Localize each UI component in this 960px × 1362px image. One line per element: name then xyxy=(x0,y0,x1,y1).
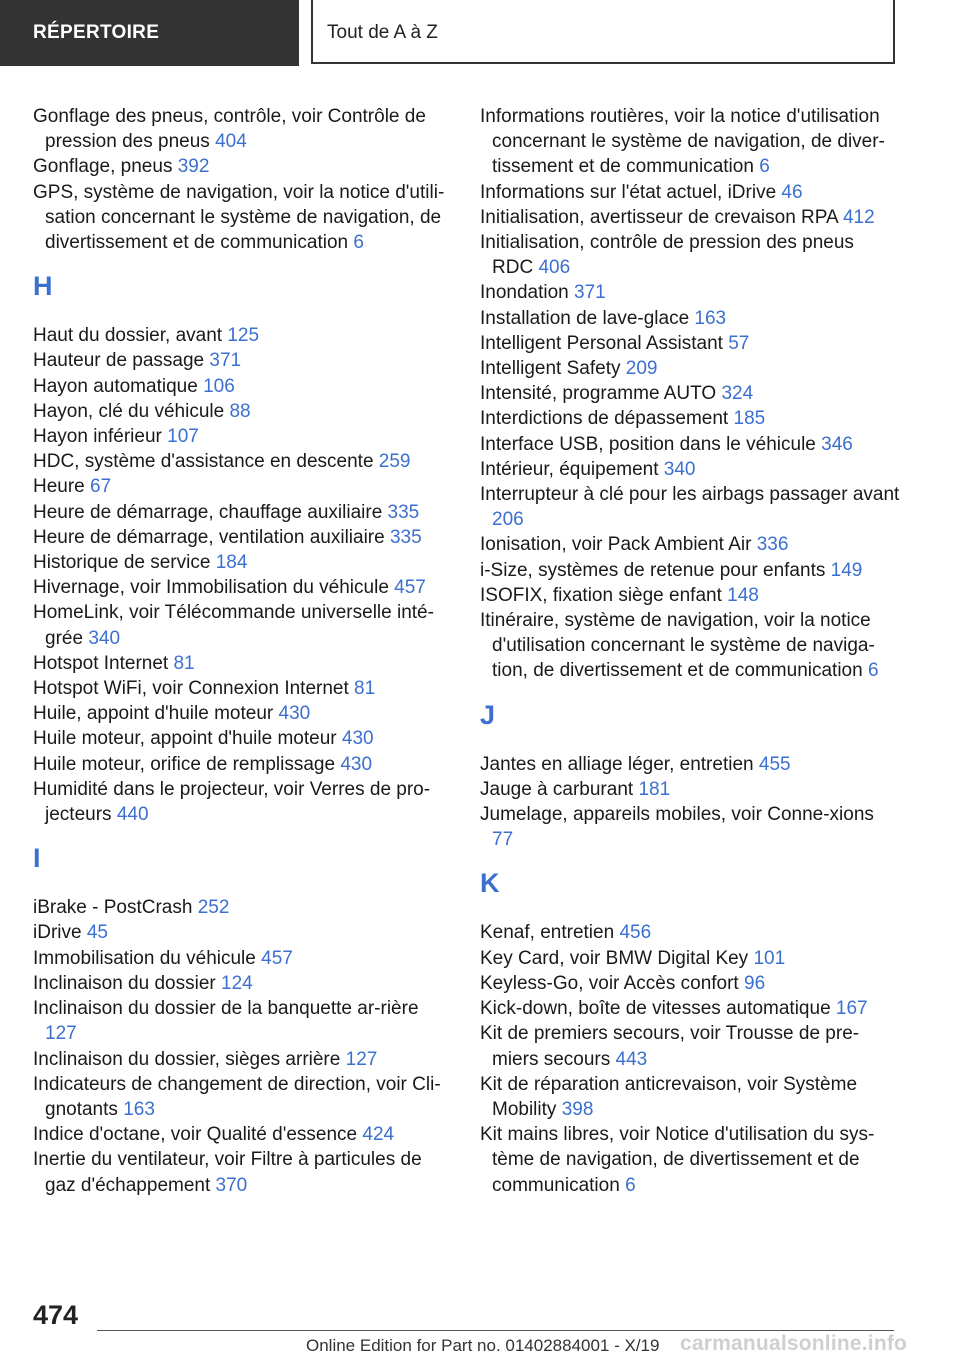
index-entry xyxy=(33,895,453,920)
index-entry xyxy=(33,424,453,449)
index-entry xyxy=(480,1072,900,1122)
index-entry xyxy=(480,558,900,583)
index-entry xyxy=(480,356,900,381)
entry-text: GPS, système de navigation, voir la notice d'utili‐sation concernant le système de navigation, de divertissement et de communication xyxy=(33,181,445,254)
page-reference-link[interactable]: 209 xyxy=(625,358,658,380)
entry-text: i-Size, systèmes de retenue pour enfants xyxy=(480,559,826,581)
entry-text: Indicateurs de changement de direction, voir Cli‐gnotants xyxy=(33,1073,441,1120)
index-entry xyxy=(480,920,900,945)
index-entry xyxy=(480,205,900,230)
page-reference-link[interactable]: 107 xyxy=(167,426,199,448)
index-entry xyxy=(480,532,900,557)
page-reference-link[interactable]: 127 xyxy=(45,1023,77,1045)
index-entry xyxy=(33,726,453,751)
entry-text: Jantes en alliage léger, entretien xyxy=(480,753,754,775)
entry-text: Intelligent Safety xyxy=(480,358,621,380)
entry-text: iBrake - PostCrash xyxy=(33,897,193,919)
page-reference-link[interactable]: 340 xyxy=(88,627,121,649)
page-reference-link[interactable]: 81 xyxy=(173,652,195,674)
page-reference-link[interactable]: 185 xyxy=(733,408,766,430)
index-entry xyxy=(33,946,453,971)
page-reference-link[interactable]: 371 xyxy=(574,282,606,304)
entry-text: Hayon, clé du véhicule xyxy=(33,400,225,422)
page-reference-link[interactable]: 167 xyxy=(835,998,868,1020)
entry-text: Interrupteur à clé pour les airbags passager avant xyxy=(480,484,900,506)
page-reference-link[interactable]: 424 xyxy=(362,1124,395,1146)
page-reference-link[interactable]: 371 xyxy=(209,350,242,372)
entry-text: Heure de démarrage, chauffage auxiliaire xyxy=(33,501,383,523)
page-reference-link[interactable]: 96 xyxy=(744,972,766,994)
index-entry xyxy=(480,777,900,802)
index-entry xyxy=(33,550,453,575)
page-reference-link[interactable]: 324 xyxy=(721,383,754,405)
entry-text: Huile moteur, orifice de remplissage xyxy=(33,753,336,775)
index-entry xyxy=(480,280,900,305)
index-entry xyxy=(480,457,900,482)
entry-text: Gonflage des pneus, contrôle, voir Contrôle de pression des pneus xyxy=(33,106,426,153)
page-reference-link[interactable]: 6 xyxy=(867,660,879,682)
entry-text: Inclinaison du dossier xyxy=(33,972,216,994)
page-reference-link[interactable]: 106 xyxy=(203,375,235,397)
entry-text: Interdictions de dépassement xyxy=(480,408,729,430)
page-reference-link[interactable]: 148 xyxy=(727,584,759,606)
index-entry xyxy=(480,104,900,180)
page-reference-link[interactable]: 430 xyxy=(340,753,373,775)
entry-text: Kit de réparation anticrevaison, voir Système Mobility xyxy=(480,1073,858,1120)
index-entry xyxy=(480,802,900,852)
entry-text: Humidité dans le projecteur, voir Verres de pro‐jecteurs xyxy=(33,778,431,826)
index-entry xyxy=(33,399,453,424)
page-reference-link[interactable]: 370 xyxy=(215,1174,248,1196)
index-entry xyxy=(33,752,453,777)
entry-text: Inertie du ventilateur, voir Filtre à particules de gaz d'échappement xyxy=(33,1149,422,1196)
section-tab[interactable]: RÉPERTOIRE xyxy=(0,0,299,66)
index-entry xyxy=(480,331,900,356)
page-reference-link[interactable]: 455 xyxy=(758,753,791,775)
page-reference-link[interactable]: 335 xyxy=(389,526,422,548)
page-reference-link[interactable]: 346 xyxy=(821,433,853,455)
index-entry xyxy=(480,406,900,431)
entry-text: Haut du dossier, avant xyxy=(33,325,223,347)
index-entry xyxy=(33,600,453,650)
page-reference-link[interactable]: 88 xyxy=(229,400,251,422)
page-reference-link[interactable]: 77 xyxy=(492,829,514,851)
page-reference-link[interactable]: 443 xyxy=(615,1048,648,1070)
index-entry xyxy=(480,971,900,996)
entry-text: Immobilisation du véhicule xyxy=(33,947,256,969)
index-entry xyxy=(480,583,900,608)
entry-text: Hauteur de passage xyxy=(33,350,205,372)
index-entry xyxy=(33,1122,453,1147)
entry-text: Keyless-Go, voir Accès confort xyxy=(480,972,739,994)
entry-text: Hayon inférieur xyxy=(33,426,162,448)
section-letter: K xyxy=(480,868,500,899)
page-reference-link[interactable]: 404 xyxy=(215,131,247,153)
index-entry xyxy=(480,752,900,777)
page-reference-link[interactable]: 456 xyxy=(619,922,652,944)
page-reference-link[interactable]: 6 xyxy=(759,156,770,178)
index-entry xyxy=(33,777,453,827)
footer-divider xyxy=(97,1330,894,1331)
page-reference-link[interactable]: 457 xyxy=(394,577,426,599)
index-entry xyxy=(33,525,453,550)
index-entry xyxy=(33,180,453,256)
index-entry xyxy=(33,323,453,348)
entry-text: Hotspot WiFi, voir Connexion Internet xyxy=(33,678,349,700)
entry-text: Intensité, programme AUTO xyxy=(480,383,717,405)
page-reference-link[interactable]: 57 xyxy=(728,332,750,354)
page-reference-link[interactable]: 81 xyxy=(354,678,376,700)
entry-text: Inondation xyxy=(480,282,569,304)
index-entry xyxy=(33,701,453,726)
page-reference-link[interactable]: 336 xyxy=(756,534,789,556)
index-entry xyxy=(33,348,453,373)
page-reference-link[interactable]: 457 xyxy=(261,947,293,969)
entry-text: Hayon automatique xyxy=(33,375,198,397)
index-column-left xyxy=(33,104,453,1198)
entry-text: Heure de démarrage, ventilation auxiliaire xyxy=(33,526,385,548)
page-reference-link[interactable]: 125 xyxy=(227,325,260,347)
entry-text: HomeLink, voir Télécommande universelle inté‐grée xyxy=(33,602,434,649)
page-reference-link[interactable]: 6 xyxy=(625,1174,636,1196)
page-reference-link[interactable]: 127 xyxy=(345,1048,378,1070)
entry-text: Hotspot Internet xyxy=(33,652,169,674)
index-entry xyxy=(33,374,453,399)
entry-text: Hivernage, voir Immobilisation du véhicule xyxy=(33,577,389,599)
page-reference-link[interactable]: 206 xyxy=(492,509,524,531)
entry-text: Interface USB, position dans le véhicule xyxy=(480,433,816,455)
entry-text: Informations routières, voir la notice d'utilisation concernant le système de navigation, de diver‐tissement et de communication xyxy=(480,106,885,178)
page-reference-link[interactable]: 149 xyxy=(830,559,863,581)
index-entry xyxy=(33,575,453,600)
index-entry xyxy=(480,230,900,280)
entry-text: Initialisation, contrôle de pression des pneus RDC xyxy=(480,232,854,279)
entry-text: Indice d'octane, voir Qualité d'essence xyxy=(33,1124,358,1146)
page-reference-link[interactable]: 6 xyxy=(353,232,364,254)
index-entry xyxy=(480,996,900,1021)
entry-text: Inclinaison du dossier de la banquette ar‐rière xyxy=(33,998,419,1020)
index-entry xyxy=(33,474,453,499)
page-reference-link[interactable]: 412 xyxy=(842,206,875,228)
page-reference-link[interactable]: 252 xyxy=(197,897,230,919)
page-number: 474 xyxy=(33,1300,79,1330)
index-entry xyxy=(33,1072,453,1122)
index-entry xyxy=(33,996,453,1046)
page-reference-link[interactable]: 46 xyxy=(781,181,803,203)
index-entry xyxy=(480,608,900,684)
page-reference-link[interactable]: 398 xyxy=(561,1098,594,1120)
page-reference-link[interactable]: 67 xyxy=(90,476,112,498)
index-entry xyxy=(33,449,453,474)
index-entry xyxy=(480,381,900,406)
index-entry xyxy=(480,180,900,205)
page-reference-link[interactable]: 181 xyxy=(638,778,671,800)
page-reference-link[interactable]: 430 xyxy=(341,728,374,750)
entry-text: Intelligent Personal Assistant xyxy=(480,332,723,354)
page-reference-link[interactable]: 259 xyxy=(378,451,411,473)
edition-note: Online Edition for Part no. 01402884001 - X/19 xyxy=(306,1336,660,1355)
index-entry xyxy=(480,1021,900,1071)
page-reference-link[interactable]: 335 xyxy=(387,501,420,523)
page-reference-link[interactable]: 124 xyxy=(221,972,253,994)
index-entry xyxy=(33,920,453,945)
entry-text: Inclinaison du dossier, sièges arrière xyxy=(33,1048,341,1070)
entry-text: Kenaf, entretien xyxy=(480,922,615,944)
entry-text: Heure xyxy=(33,476,85,498)
page-reference-link[interactable]: 440 xyxy=(116,804,149,826)
entry-text: Gonflage, pneus xyxy=(33,156,173,178)
page-reference-link[interactable]: 101 xyxy=(753,947,786,969)
page-reference-link[interactable]: 340 xyxy=(663,458,696,480)
index-entry xyxy=(480,306,900,331)
entry-text: Huile moteur, appoint d'huile moteur xyxy=(33,728,337,750)
index-entry xyxy=(480,432,900,457)
page-header xyxy=(0,0,960,66)
index-entry xyxy=(33,1047,453,1072)
index-entry xyxy=(33,154,453,179)
page-reference-link[interactable]: 163 xyxy=(123,1098,155,1120)
index-entry xyxy=(480,1122,900,1198)
page-reference-link[interactable]: 45 xyxy=(86,922,108,944)
entry-text: Historique de service xyxy=(33,552,211,574)
entry-text: Jauge à carburant xyxy=(480,778,634,800)
index-entry xyxy=(33,500,453,525)
index-entry xyxy=(33,971,453,996)
entry-text: Jumelage, appareils mobiles, voir Conne‐xions xyxy=(480,804,874,826)
index-entry xyxy=(33,651,453,676)
page-reference-link[interactable]: 184 xyxy=(215,552,248,574)
entry-text: Kit de premiers secours, voir Trousse de pre‐miers secours xyxy=(480,1023,860,1070)
section-letter: I xyxy=(33,843,41,874)
section-letter: J xyxy=(480,699,496,730)
entry-text: iDrive xyxy=(33,922,82,944)
entry-text: Intérieur, équipement xyxy=(480,458,659,480)
watermark: carmanualsonline.info xyxy=(680,1332,908,1355)
entry-text: Huile, appoint d'huile moteur xyxy=(33,703,274,725)
index-entry xyxy=(480,946,900,971)
subsection-tab[interactable]: Tout de A à Z xyxy=(311,0,895,64)
section-letter: H xyxy=(33,271,53,302)
entry-text: Itinéraire, système de navigation, voir la notice d'utilisation concernant le système de naviga‐tion, de divertissement et de communication xyxy=(480,610,875,682)
page-reference-link[interactable]: 392 xyxy=(177,156,210,178)
entry-text: Kick-down, boîte de vitesses automatique xyxy=(480,998,831,1020)
entry-text: Informations sur l'état actuel, iDrive xyxy=(480,181,777,203)
index-entry xyxy=(33,1147,453,1197)
entry-text: Installation de lave-glace xyxy=(480,307,690,329)
entry-text: Initialisation, avertisseur de crevaison RPA xyxy=(480,206,838,228)
index-entry xyxy=(480,482,900,532)
index-column-right xyxy=(480,104,900,1198)
entry-text: Ionisation, voir Pack Ambient Air xyxy=(480,534,752,556)
entry-text: Key Card, voir BMW Digital Key xyxy=(480,947,749,969)
index-entry xyxy=(33,104,453,154)
page-reference-link[interactable]: 163 xyxy=(694,307,727,329)
index-entry xyxy=(33,676,453,701)
entry-text: HDC, système d'assistance en descente xyxy=(33,451,374,473)
page-reference-link[interactable]: 430 xyxy=(278,703,311,725)
entry-text: Kit mains libres, voir Notice d'utilisation du sys‐tème de navigation, de divertissement et de communication xyxy=(480,1124,875,1196)
entry-text: ISOFIX, fixation siège enfant xyxy=(480,584,722,606)
page-reference-link[interactable]: 406 xyxy=(538,257,571,279)
